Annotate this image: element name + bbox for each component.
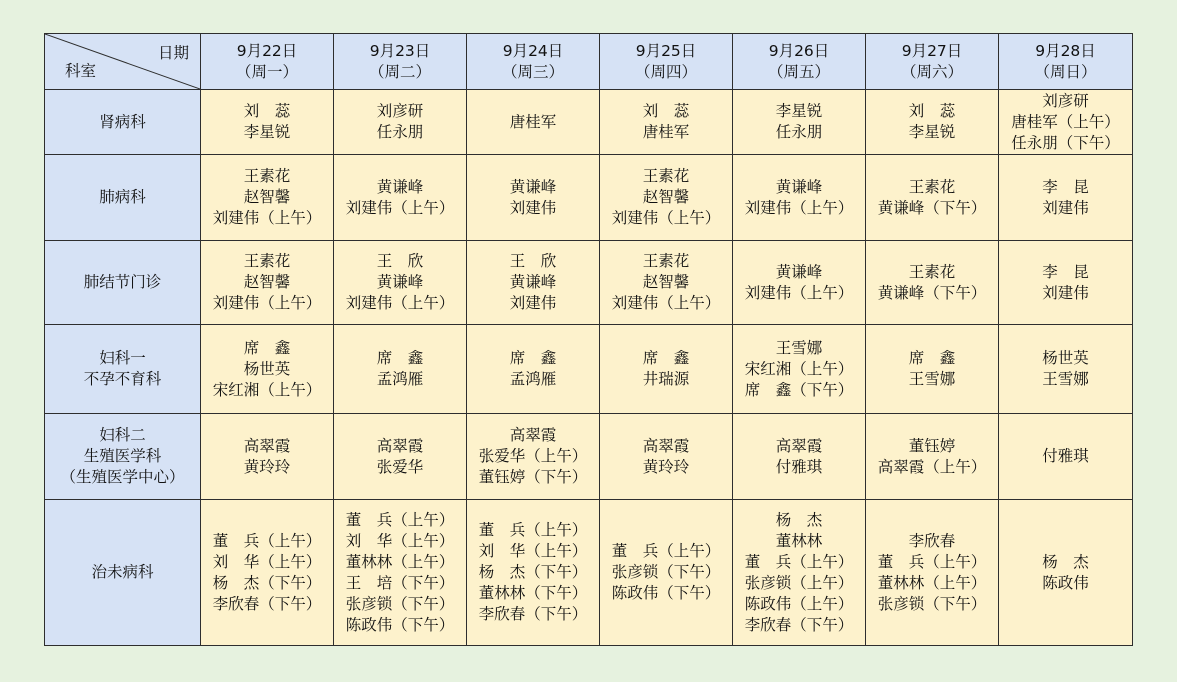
doctor-name: 王素花 xyxy=(908,177,956,196)
doctor-name: 席 鑫（下午） xyxy=(744,380,854,399)
doctor-name: 董钰婷（下午） xyxy=(478,468,588,486)
duty-cell xyxy=(201,325,334,414)
duty-cell xyxy=(467,500,600,646)
duty-cell xyxy=(334,325,467,414)
doctor-name: 董林林（上午） xyxy=(345,552,455,571)
doctor-name: 黄谦峰 xyxy=(775,177,823,196)
schedule-row xyxy=(45,325,1133,414)
doctor-name: 李欣春（下午） xyxy=(744,615,854,634)
doctor-name: 赵智馨 xyxy=(243,188,291,206)
day-header xyxy=(334,34,467,90)
duty-cell xyxy=(866,241,999,325)
doctor-name: 刘建伟 xyxy=(509,294,557,312)
corner-header-cell xyxy=(45,34,201,90)
doctor-name: 高翠霞 xyxy=(509,426,557,444)
doctor-name: 陈政伟（上午） xyxy=(744,594,854,613)
doctor-name: 杨 杰（下午） xyxy=(212,573,322,592)
schedule-row xyxy=(45,414,1133,500)
doctor-name: 刘 华（上午） xyxy=(345,531,455,550)
department-cell xyxy=(45,325,201,414)
doctor-name: 孟鸿雁 xyxy=(509,370,557,388)
doctor-name: 宋红湘（上午） xyxy=(744,359,854,378)
doctor-name: 李星锐 xyxy=(243,123,291,141)
doctor-name: 黄谦峰 xyxy=(509,177,557,196)
duty-cell xyxy=(467,155,600,241)
doctor-name: 付雅琪 xyxy=(1042,447,1089,465)
doctor-name: 董 兵（上午） xyxy=(212,531,322,550)
duty-cell xyxy=(201,155,334,241)
day-date: 9月26日 xyxy=(768,41,830,60)
doctor-name: 刘建伟（上午） xyxy=(744,283,854,302)
doctor-name: 王素花 xyxy=(243,252,291,270)
doctor-name: 高翠霞（上午） xyxy=(877,457,987,476)
doctor-name: 宋红湘（上午） xyxy=(212,380,322,399)
doctor-name: 李星锐 xyxy=(908,123,956,141)
doctor-name: 任永朋 xyxy=(775,123,823,141)
doctor-name: 唐桂军 xyxy=(509,112,557,131)
doctor-name: 黄玲玲 xyxy=(642,457,690,476)
duty-cell xyxy=(334,414,467,500)
duty-cell xyxy=(600,241,733,325)
day-weekday: （周五） xyxy=(767,62,830,81)
schedule-row xyxy=(45,155,1133,241)
doctor-name: 张彦锁（下午） xyxy=(345,594,455,613)
doctor-name: 李 昆 xyxy=(1042,177,1089,196)
doctor-name: 王雪娜 xyxy=(1042,370,1089,388)
doctor-name: 王素花 xyxy=(642,167,690,185)
duty-cell xyxy=(334,90,467,155)
doctor-name: 任永朋（下午） xyxy=(1011,133,1120,152)
doctor-name: 王 欣 xyxy=(509,252,557,270)
doctor-name: 李星锐 xyxy=(775,102,823,120)
doctor-name: 陈政伟（下午） xyxy=(345,615,455,634)
day-header xyxy=(733,34,866,90)
day-weekday: （周二） xyxy=(368,62,431,81)
doctor-name: 刘建伟（上午） xyxy=(345,294,455,312)
duty-cell xyxy=(334,500,467,646)
duty-cell xyxy=(600,155,733,241)
doctor-name: 张彦锁（下午） xyxy=(877,594,987,613)
duty-cell xyxy=(866,90,999,155)
day-date: 9月23日 xyxy=(369,41,431,60)
doctor-name: 刘建伟 xyxy=(509,198,557,217)
doctor-name: 刘建伟（上午） xyxy=(611,209,721,227)
department-name: 生殖医学科 xyxy=(83,447,162,465)
doctor-name: 刘建伟（上午） xyxy=(345,198,455,217)
doctor-name: 高翠霞 xyxy=(243,436,291,455)
duty-cell xyxy=(467,241,600,325)
doctor-name: 席 鑫 xyxy=(908,349,956,367)
doctor-name: 刘建伟 xyxy=(1042,283,1089,302)
doctor-name: 王雪娜 xyxy=(775,338,823,357)
doctor-name: 刘 蕊 xyxy=(908,102,956,120)
department-name: 肺病科 xyxy=(99,188,146,206)
doctor-name: 刘 华（上午） xyxy=(212,552,322,571)
doctor-name: 王素花 xyxy=(642,252,690,270)
doctor-name: 董 兵（上午） xyxy=(478,521,588,539)
day-date: 9月24日 xyxy=(502,41,564,60)
doctor-name: 董林林 xyxy=(775,531,823,550)
schedule-row xyxy=(45,241,1133,325)
department-name: （生殖医学中心） xyxy=(60,468,185,486)
department-cell xyxy=(45,241,201,325)
doctor-name: 王雪娜 xyxy=(908,370,956,388)
doctor-name: 李 昆 xyxy=(1042,262,1089,281)
duty-cell xyxy=(733,500,866,646)
duty-cell xyxy=(600,414,733,500)
doctor-name: 李欣春 xyxy=(908,531,956,550)
doctor-name: 张爱华 xyxy=(376,457,424,476)
doctor-name: 付雅琪 xyxy=(775,457,823,476)
doctor-name: 黄谦峰 xyxy=(775,262,823,281)
doctor-name: 高翠霞 xyxy=(376,436,424,455)
doctor-name: 刘建伟 xyxy=(1042,198,1089,217)
doctor-name: 杨 杰 xyxy=(1042,552,1089,571)
department-name: 妇科二 xyxy=(99,426,146,444)
doctor-name: 杨世英 xyxy=(243,359,291,378)
duty-cell xyxy=(600,90,733,155)
doctor-name: 赵智馨 xyxy=(642,273,690,291)
day-header xyxy=(201,34,334,90)
doctor-name: 王素花 xyxy=(908,262,956,281)
doctor-name: 董 兵（上午） xyxy=(744,552,854,571)
duty-cell xyxy=(999,241,1133,325)
doctor-name: 黄谦峰 xyxy=(376,177,424,196)
day-date: 9月22日 xyxy=(236,41,298,60)
doctor-name: 刘 蕊 xyxy=(642,102,690,120)
doctor-name: 王素花 xyxy=(243,167,291,185)
department-cell xyxy=(45,155,201,241)
day-header xyxy=(600,34,733,90)
doctor-name: 董 兵（上午） xyxy=(345,510,455,529)
duty-cell xyxy=(733,90,866,155)
department-axis-label: 科室 xyxy=(65,62,97,80)
doctor-name: 赵智馨 xyxy=(642,188,690,206)
duty-cell xyxy=(733,155,866,241)
doctor-name: 高翠霞 xyxy=(775,436,823,455)
doctor-name: 黄谦峰 xyxy=(376,273,424,291)
duty-cell xyxy=(201,90,334,155)
doctor-name: 杨 杰（下午） xyxy=(478,563,588,581)
duty-cell xyxy=(866,325,999,414)
department-cell xyxy=(45,90,201,155)
doctor-name: 刘 蕊 xyxy=(243,102,291,120)
duty-cell xyxy=(999,500,1133,646)
duty-cell xyxy=(999,414,1133,500)
doctor-name: 刘彦研 xyxy=(376,102,424,120)
doctor-name: 董 兵（上午） xyxy=(877,552,987,571)
duty-cell xyxy=(866,155,999,241)
department-cell xyxy=(45,414,201,500)
doctor-name: 任永朋 xyxy=(376,123,424,141)
doctor-name: 陈政伟 xyxy=(1042,573,1089,592)
department-name: 治未病科 xyxy=(91,563,154,581)
duty-cell xyxy=(999,155,1133,241)
doctor-name: 黄玲玲 xyxy=(243,457,291,476)
doctor-name: 高翠霞 xyxy=(642,436,690,455)
doctor-name: 孟鸿雁 xyxy=(376,370,424,388)
doctor-name: 刘建伟（上午） xyxy=(212,294,322,312)
doctor-name: 刘建伟（上午） xyxy=(744,198,854,217)
duty-cell xyxy=(334,155,467,241)
doctor-name: 黄谦峰（下午） xyxy=(877,283,987,302)
doctor-name: 刘建伟（上午） xyxy=(611,294,721,312)
date-axis-label: 日期 xyxy=(157,44,189,62)
doctor-name: 董林林（上午） xyxy=(877,573,987,592)
day-date: 9月27日 xyxy=(901,41,963,60)
doctor-name: 王 培（下午） xyxy=(345,573,455,592)
day-date: 9月28日 xyxy=(1035,41,1096,60)
doctor-name: 杨 杰 xyxy=(775,510,823,529)
duty-cell xyxy=(733,325,866,414)
doctor-name: 赵智馨 xyxy=(243,273,291,291)
doctor-name: 黄谦峰 xyxy=(509,273,557,291)
doctor-name: 李欣春（下午） xyxy=(478,605,588,623)
doctor-name: 张彦锁（上午） xyxy=(744,573,854,592)
duty-cell xyxy=(201,500,334,646)
doctor-name: 张爱华（上午） xyxy=(478,447,588,465)
doctor-name: 刘彦研 xyxy=(1042,91,1089,110)
doctor-name: 席 鑫 xyxy=(243,338,291,357)
doctor-name: 董钰婷 xyxy=(908,436,956,455)
department-name: 肺结节门诊 xyxy=(83,273,162,291)
doctor-name: 李欣春（下午） xyxy=(212,594,322,613)
duty-cell xyxy=(999,90,1133,155)
duty-cell xyxy=(467,414,600,500)
day-weekday: （周六） xyxy=(900,62,963,81)
day-weekday: （周四） xyxy=(634,62,697,81)
header-row xyxy=(45,34,1133,90)
duty-cell xyxy=(600,325,733,414)
day-header xyxy=(999,34,1133,90)
doctor-name: 唐桂军 xyxy=(642,123,690,141)
department-name: 肾病科 xyxy=(99,112,146,131)
duty-cell xyxy=(999,325,1133,414)
schedule-table xyxy=(44,33,1133,646)
doctor-name: 王 欣 xyxy=(376,252,424,270)
duty-cell xyxy=(201,241,334,325)
doctor-name: 董 兵（上午） xyxy=(611,542,721,560)
day-header xyxy=(866,34,999,90)
doctor-name: 张彦锁（下午） xyxy=(611,563,721,581)
doctor-name: 陈政伟（下午） xyxy=(611,584,721,602)
doctor-name: 井瑞源 xyxy=(642,370,690,388)
duty-cell xyxy=(733,414,866,500)
doctor-name: 席 鑫 xyxy=(509,349,557,367)
day-weekday: （周三） xyxy=(501,62,564,81)
duty-cell xyxy=(866,500,999,646)
schedule-row xyxy=(45,500,1133,646)
day-weekday: （周一） xyxy=(235,62,298,81)
doctor-name: 唐桂军（上午） xyxy=(1011,112,1120,131)
duty-cell xyxy=(600,500,733,646)
doctor-name: 刘 华（上午） xyxy=(478,542,588,560)
day-header xyxy=(467,34,600,90)
department-name: 妇科一 xyxy=(99,349,146,367)
department-cell xyxy=(45,500,201,646)
day-weekday: （周日） xyxy=(1034,62,1097,81)
duty-cell xyxy=(866,414,999,500)
schedule-body xyxy=(45,90,1133,646)
duty-cell xyxy=(467,325,600,414)
duty-cell xyxy=(201,414,334,500)
duty-cell xyxy=(733,241,866,325)
doctor-name: 席 鑫 xyxy=(642,349,690,367)
doctor-name: 杨世英 xyxy=(1042,349,1089,367)
day-date: 9月25日 xyxy=(635,41,697,60)
department-name: 不孕不育科 xyxy=(83,370,162,388)
duty-cell xyxy=(467,90,600,155)
doctor-name: 董林林（下午） xyxy=(478,584,588,602)
duty-cell xyxy=(334,241,467,325)
doctor-name: 黄谦峰（下午） xyxy=(877,198,987,217)
doctor-name: 刘建伟（上午） xyxy=(212,209,322,227)
doctor-name: 席 鑫 xyxy=(376,349,424,367)
schedule-row xyxy=(45,90,1133,155)
